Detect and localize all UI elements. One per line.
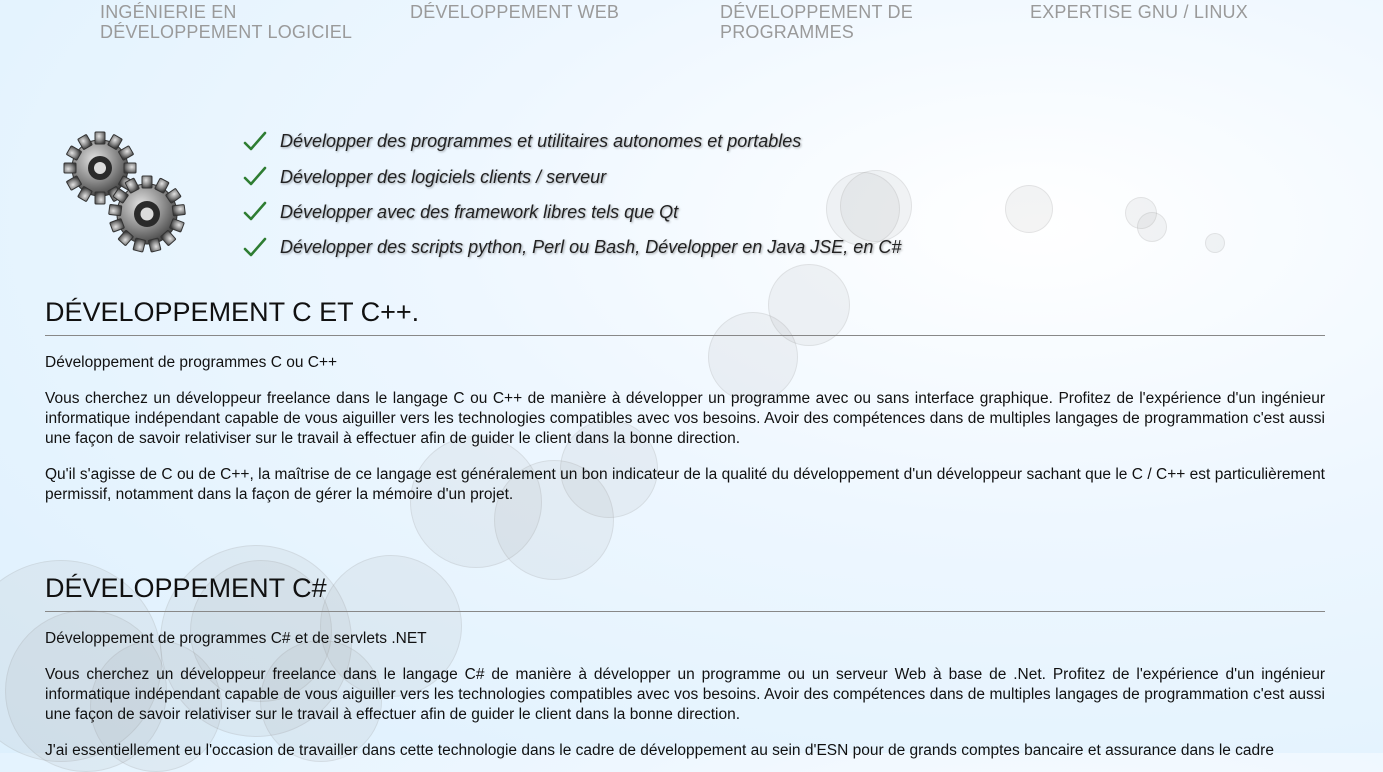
feature-list bbox=[243, 124, 901, 266]
section-c-cpp bbox=[45, 297, 1325, 505]
section-csharp bbox=[45, 573, 1325, 761]
section-paragraph: Qu'il s'agisse de C ou de C++, la maîtrise de ce langage est généralement un bon indicateur de la qualité du développement d'un développeur sachant que le C / C++ est particulièrement permissif, notamment dans la façon de gérer la mémoire d'un projet. bbox=[45, 466, 1325, 503]
section-title: DÉVELOPPEMENT C ET C++. bbox=[45, 297, 1325, 336]
section-subtitle: Développement de programmes C# et de servlets .NET bbox=[45, 630, 427, 647]
section-title: DÉVELOPPEMENT C# bbox=[45, 573, 1325, 612]
section-paragraph: Vous cherchez un développeur freelance dans le langage C ou C++ de manière à développer un programme avec ou sans interface graphique. Profitez de l'expérience d'un ingénieur informatique indépendant capable de vous aiguiller vers les technologies compatibles avec vos besoins. Avoir des compétences dans de multiples langages de programmation c'est aussi une façon de savoir relativiser sur le travail à effectuer afin de guider le client dans la bonne direction. bbox=[45, 390, 1325, 447]
checkmark-icon bbox=[243, 165, 267, 189]
feature-text: Développer des logiciels clients / serveur bbox=[280, 166, 607, 187]
feature-text: Développer avec des framework libres tels que Qt bbox=[280, 201, 679, 222]
list-item bbox=[243, 230, 901, 265]
list-item bbox=[243, 124, 901, 159]
list-item bbox=[243, 195, 901, 230]
nav-item-expertise-linux[interactable]: EXPERTISE GNU / LINUX bbox=[1030, 2, 1248, 22]
feature-text: Développer des scripts python, Perl ou Bash, Développer en Java JSE, en C# bbox=[280, 237, 902, 258]
section-paragraph: J'ai essentiellement eu l'occasion de travailler dans cette technologie dans le cadre de développement au sein d'ESN pour de grands comptes bancaire et assurance dans le cadre bbox=[45, 742, 1274, 759]
checkmark-icon bbox=[243, 130, 267, 154]
top-navigation bbox=[0, 2, 1383, 46]
section-paragraph: Vous cherchez un développeur freelance dans le langage C# de manière à développer un programme ou un serveur Web à base de .Net. Profitez de l'expérience d'un ingénieur informatique indépendant capable de vous aiguiller vers les technologies compatibles avec vos besoins. Avoir des compétences dans de multiples langages de programmation c'est aussi une façon de savoir relativiser sur le travail à effectuer afin de guider le client dans la bonne direction. bbox=[45, 666, 1325, 723]
feature-text: Développer des programmes et utilitaires autonomes et portables bbox=[280, 131, 802, 152]
checkmark-icon bbox=[243, 236, 267, 260]
gears-icon bbox=[60, 128, 190, 258]
checkmark-icon bbox=[243, 200, 267, 224]
nav-item-developpement-programmes[interactable]: DÉVELOPPEMENT DE PROGRAMMES bbox=[720, 2, 913, 42]
nav-item-developpement-web[interactable]: DÉVELOPPEMENT WEB bbox=[410, 2, 620, 22]
nav-item-ingenierie-logiciel[interactable]: INGÉNIERIE EN DÉVELOPPEMENT LOGICIEL bbox=[100, 2, 353, 42]
section-subtitle: Développement de programmes C ou C++ bbox=[45, 354, 338, 371]
list-item bbox=[243, 159, 901, 194]
